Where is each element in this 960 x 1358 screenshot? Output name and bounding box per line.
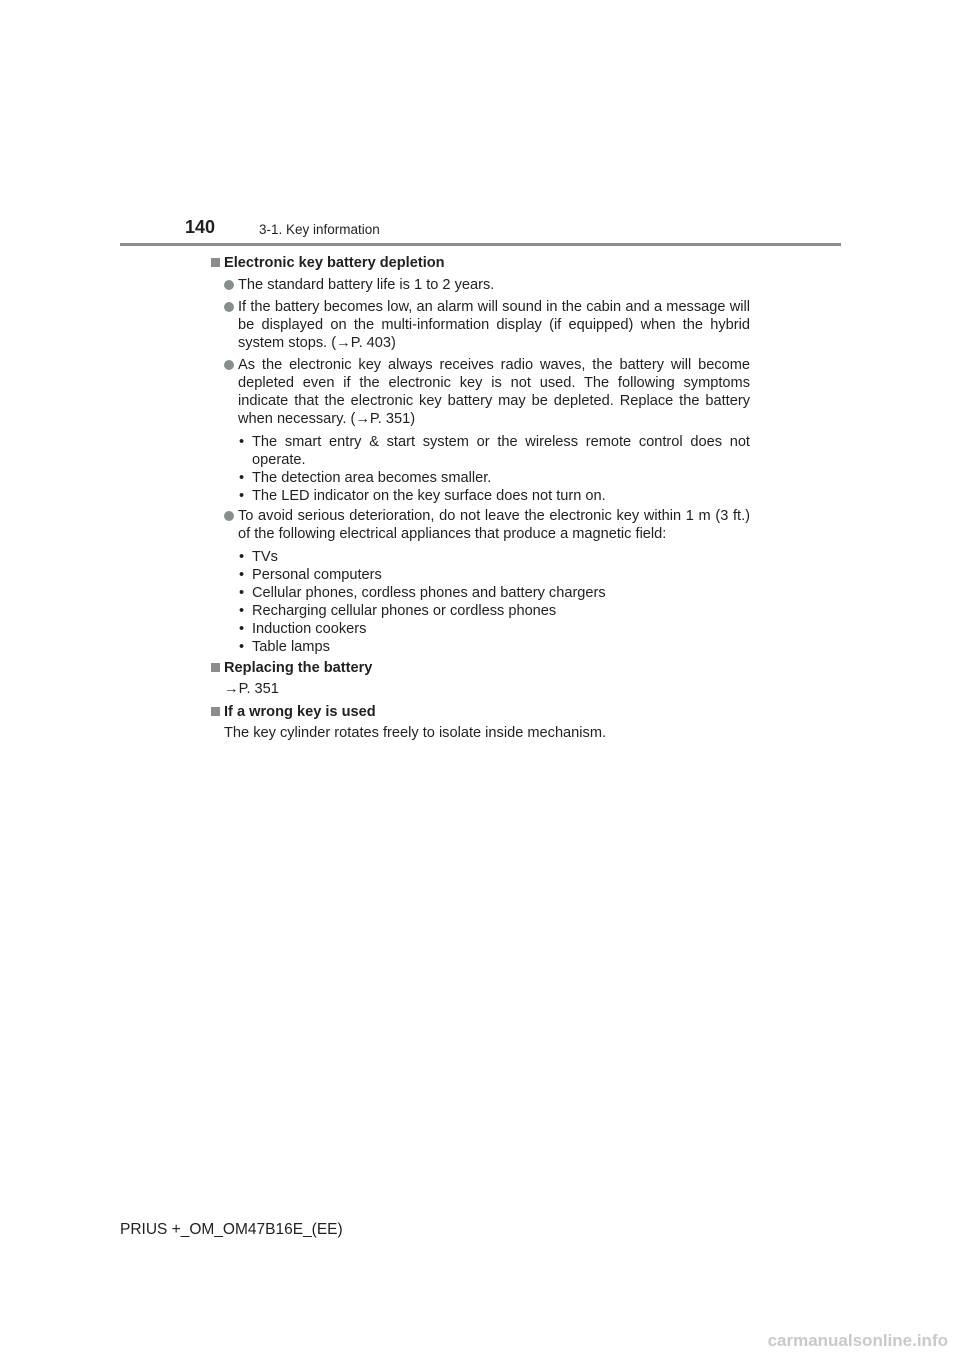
circle-bullet-icon — [224, 280, 234, 290]
list-item — [210, 507, 750, 543]
appliance-item: • Cellular phones, cordless phones and battery chargers — [239, 585, 606, 601]
heading-replacing-battery — [210, 659, 750, 677]
bullet-dot: • — [239, 567, 245, 583]
appliance-item: • Personal computers — [239, 567, 382, 583]
circle-bullet-icon — [224, 360, 234, 370]
list-item-text: If the battery becomes low, an alarm will sound in the cabin and a message will be displayed on the multi-information display (if equipped) when the hybrid system stops. (→P. 403) — [238, 299, 750, 351]
appliance-item: • Induction cookers — [239, 621, 367, 637]
page-content — [210, 254, 750, 742]
appliance-item: • TVs — [239, 549, 278, 565]
symptom-item: • The LED indicator on the key surface does not turn on. — [239, 488, 606, 504]
bullet-dot: • — [239, 621, 245, 637]
circle-bullet-icon — [224, 511, 234, 521]
body-text: The key cylinder rotates freely to isolate inside mechanism. — [224, 725, 607, 741]
watermark: carmanualsonline.info — [767, 1331, 948, 1350]
page-reference-link[interactable]: →P. 351 — [224, 681, 279, 697]
section-title: 3-1. Key information — [259, 222, 380, 237]
symptom-list — [210, 433, 750, 505]
list-item — [210, 356, 750, 428]
bullet-dot: • — [239, 434, 245, 450]
list-item-text: To avoid serious deterioration, do not leave the electronic key within 1 m (3 ft.) of the following electrical appliances that produce a magnetic field: — [238, 508, 750, 542]
symptom-item: • The smart entry & start system or the wireless remote control does not operate. — [239, 434, 750, 468]
list-item-text: As the electronic key always receives radio waves, the battery will become depleted even if the electronic key is not used. The following symptoms indicate that the electronic key battery may be depleted. Replace the battery when necessary. (→P. 351) — [238, 357, 750, 427]
bullet-dot: • — [239, 639, 245, 655]
bullet-dot: • — [239, 603, 245, 619]
heading-text: Electronic key battery depletion — [224, 255, 445, 271]
list-item-text: The standard battery life is 1 to 2 years. — [238, 277, 495, 293]
header-divider — [120, 243, 841, 246]
appliance-list — [210, 548, 750, 656]
square-bullet-icon — [211, 258, 220, 267]
list-item — [210, 298, 750, 352]
bullet-dot: • — [239, 549, 245, 565]
heading-text: If a wrong key is used — [224, 704, 376, 720]
square-bullet-icon — [211, 707, 220, 716]
document-code: PRIUS +_OM_OM47B16E_(EE) — [120, 1221, 343, 1238]
symptom-item: • The detection area becomes smaller. — [239, 470, 492, 486]
appliance-item: • Table lamps — [239, 639, 330, 655]
page-number: 140 — [185, 217, 216, 237]
heading-battery-depletion — [210, 254, 750, 272]
bullet-dot: • — [239, 470, 245, 486]
heading-text: Replacing the battery — [224, 660, 373, 676]
bullet-dot: • — [239, 585, 245, 601]
square-bullet-icon — [211, 663, 220, 672]
appliance-item: • Recharging cellular phones or cordless phones — [239, 603, 557, 619]
circle-bullet-icon — [224, 302, 234, 312]
list-item — [210, 276, 750, 294]
heading-wrong-key — [210, 703, 750, 721]
bullet-dot: • — [239, 488, 245, 504]
